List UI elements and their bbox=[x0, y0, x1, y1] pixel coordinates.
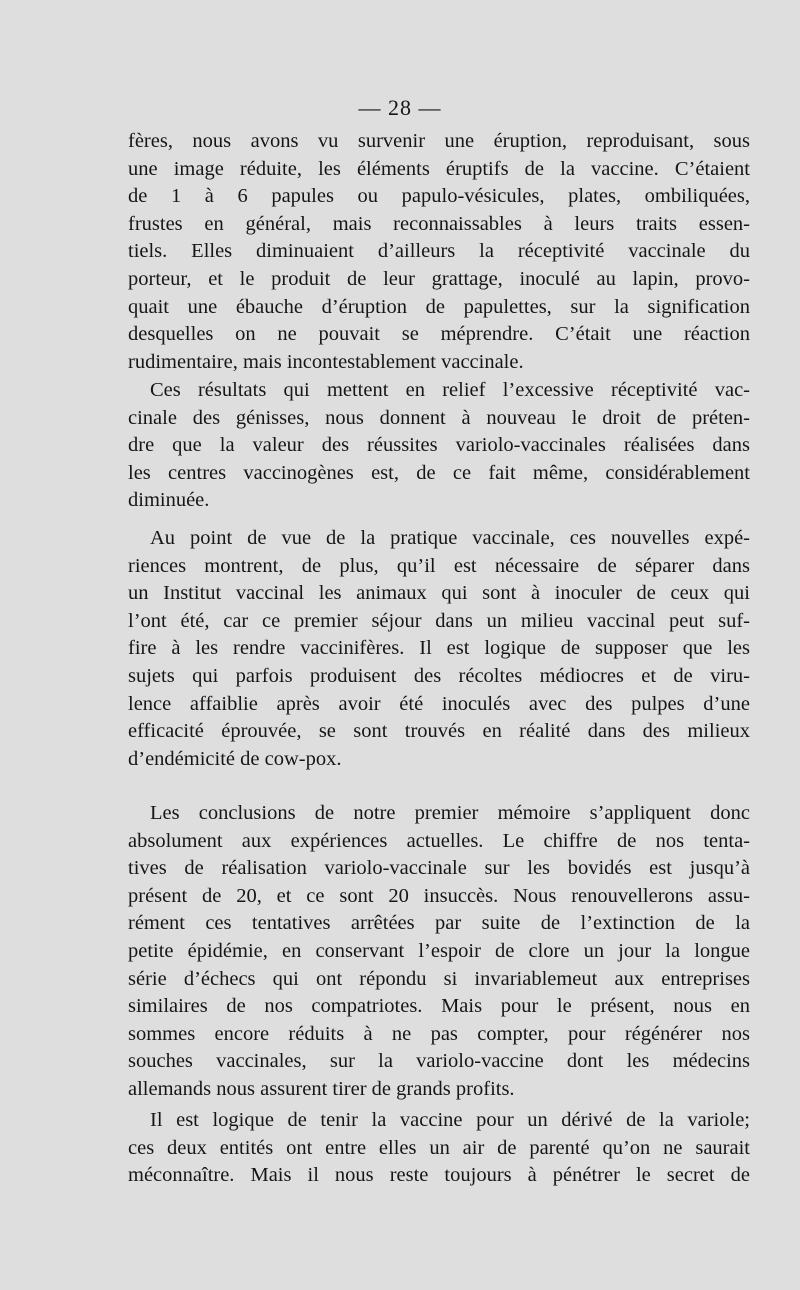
text-line: l’ont été, car ce premier séjour dans un milieu vaccinal peut suf- bbox=[128, 609, 750, 632]
text-line: sujets qui parfois produisent des récoltes médiocres et de viru- bbox=[128, 664, 750, 687]
text-line: tiels. Elles diminuaient d’ailleurs la réceptivité vaccinale du bbox=[128, 240, 750, 263]
text-line: un Institut vaccinal les animaux qui sont à inoculer de ceux qui bbox=[128, 582, 750, 605]
text-line: Les conclusions de notre premier mémoire s’appliquent donc bbox=[150, 802, 750, 824]
text-line: une image réduite, les éléments éruptifs de la vaccine. C’étaient bbox=[128, 157, 750, 180]
text-line: lence affaiblie après avoir été inoculés avec des pulpes d’une bbox=[128, 692, 750, 715]
text-line: de 1 à 6 papules ou papulo-vésicules, plates, ombiliquées, bbox=[128, 185, 750, 208]
paragraph bbox=[128, 800, 750, 1104]
text-line: souches vaccinales, sur la variolo-vaccine dont les médecins bbox=[128, 1050, 750, 1073]
text-line: riences montrent, de plus, qu’il est nécessaire de séparer dans bbox=[128, 554, 750, 577]
text-line: quait une ébauche d’éruption de papulettes, sur la signification bbox=[128, 295, 750, 318]
text-line: méconnaître. Mais il nous reste toujours à pénétrer le secret de bbox=[128, 1164, 750, 1187]
text-line: frustes en général, mais reconnaissables à leurs traits essen- bbox=[128, 212, 750, 235]
text-line: série d’échecs qui ont répondu si invariablemeut aux entreprises bbox=[128, 967, 750, 990]
text-line: similaires de nos compatriotes. Mais pour le présent, nous en bbox=[128, 995, 750, 1018]
text-line: présent de 20, et ce sont 20 insuccès. Nous renouvellerons assu- bbox=[128, 884, 750, 907]
text-line: d’endémicité de cow-pox. bbox=[128, 747, 342, 770]
text-line: absolument aux expériences actuelles. Le chiffre de nos tenta- bbox=[128, 829, 750, 852]
paragraph bbox=[128, 1107, 750, 1190]
text-line: allemands nous assurent tirer de grands profits. bbox=[128, 1077, 515, 1100]
text-line: petite épidémie, en conservant l’espoir de clore un jour la longue bbox=[128, 939, 750, 962]
text-line: sommes encore réduits à ne pas compter, pour régénérer nos bbox=[128, 1022, 750, 1045]
text-line: efficacité éprouvée, se sont trouvés en réalité dans des milieux bbox=[128, 720, 750, 743]
paragraph bbox=[128, 128, 750, 376]
paragraph bbox=[128, 525, 750, 773]
paragraph bbox=[128, 377, 750, 515]
text-line: Au point de vue de la pratique vaccinale, ces nouvelles expé- bbox=[150, 527, 750, 549]
text-line: rudimentaire, mais incontestablement vaccinale. bbox=[128, 350, 524, 373]
text-line: porteur, et le produit de leur grattage, inoculé au lapin, provo- bbox=[128, 267, 750, 290]
text-line: ces deux entités ont entre elles un air de parenté qu’on ne saurait bbox=[128, 1136, 750, 1159]
text-line: tives de réalisation variolo-vaccinale sur les bovidés est jusqu’à bbox=[128, 857, 750, 880]
text-line: Ces résultats qui mettent en relief l’excessive réceptivité vac- bbox=[150, 379, 750, 401]
page-number: — 28 — bbox=[358, 95, 442, 120]
text-line: dre que la valeur des réussites variolo-vaccinales réalisées dans bbox=[128, 434, 750, 457]
text-line: fire à les rendre vaccinifères. Il est logique de supposer que les bbox=[128, 637, 750, 660]
text-line: diminuée. bbox=[128, 489, 210, 512]
text-line: les centres vaccinogènes est, de ce fait même, considérablement bbox=[128, 461, 750, 484]
text-line: rément ces tentatives arrêtées par suite de l’extinction de la bbox=[128, 912, 750, 935]
text-line: desquelles on ne pouvait se méprendre. C’était une réaction bbox=[128, 323, 750, 346]
text-line: cinale des génisses, nous donnent à nouveau le droit de préten- bbox=[128, 406, 750, 429]
text-line: Il est logique de tenir la vaccine pour un dérivé de la variole; bbox=[150, 1109, 750, 1131]
text-line: fères, nous avons vu survenir une éruption, reproduisant, sous bbox=[128, 130, 750, 152]
